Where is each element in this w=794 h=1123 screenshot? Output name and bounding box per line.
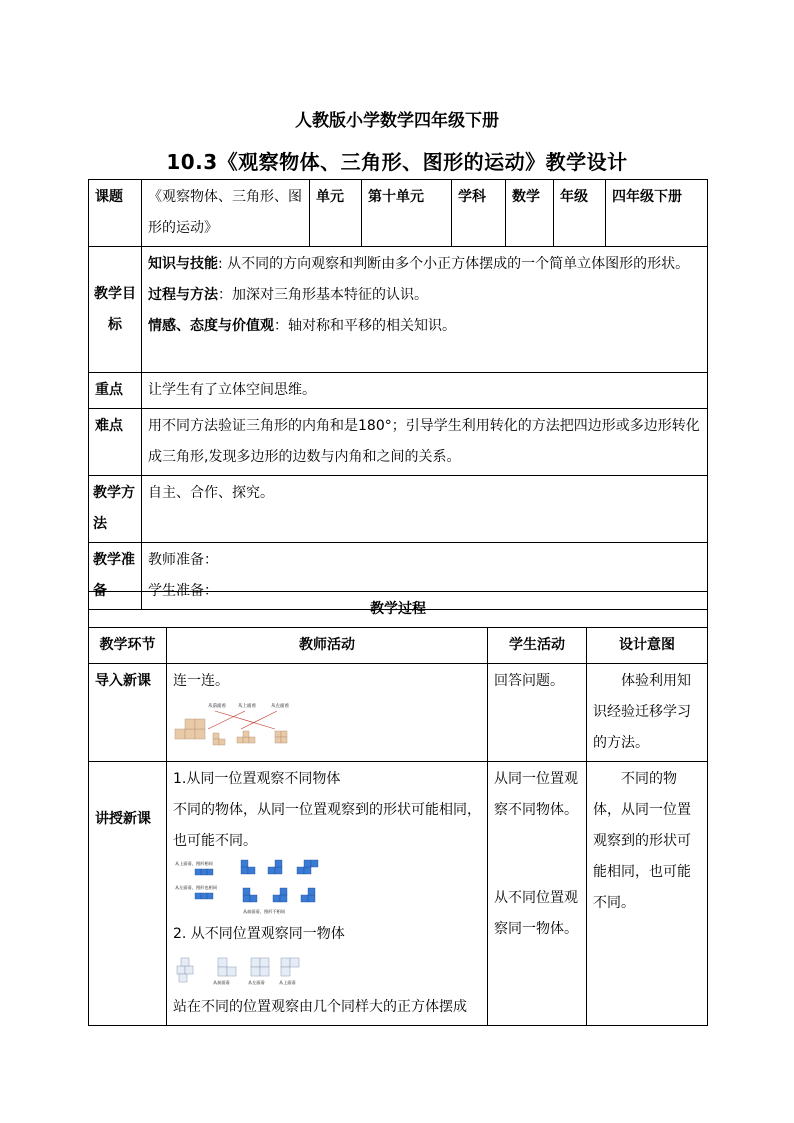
row2-t4: 站在不同的位置观察由几个同样大的正方体摆成 <box>173 999 467 1015</box>
prep-student: 学生准备： <box>148 583 218 599</box>
method-text: 自主、合作、探究。 <box>142 476 708 543</box>
fig1-label-b: 从左面看，图形也相同 <box>175 885 217 890</box>
row2-student <box>488 762 587 1026</box>
goal2-head: 过程与方法 <box>148 287 218 303</box>
goal2-text: ：加深对三角形基本特征的认识。 <box>218 287 428 303</box>
fig2-label-front: 从前面看 <box>213 980 230 985</box>
goal1-head: 知识与技能 <box>148 256 218 272</box>
unit-label: 单元 <box>310 180 362 247</box>
row2-teacher <box>167 762 488 1026</box>
row2-intent: 不同的物体，从同一位置观察到的形状可能相同，也可能不同。 <box>587 762 708 1026</box>
difficulty-label: 难点 <box>89 409 142 476</box>
key-text: 让学生有了立体空间思维。 <box>142 373 708 409</box>
process-table <box>88 591 708 1026</box>
grade-label: 年级 <box>554 180 606 247</box>
fig1-label-a: 从上面看，图形相同 <box>175 861 213 866</box>
row2-s2: 从不同位置观察同一物体。 <box>494 890 578 937</box>
cubes-figure <box>175 719 287 745</box>
header-teacher: 教师活动 <box>167 628 488 664</box>
row2-s1: 从同一位置观察不同物体。 <box>494 771 578 818</box>
goals-content <box>142 247 708 373</box>
fig2-label-left: 从左面看 <box>248 980 265 985</box>
row1-student: 回答问题。 <box>488 664 587 762</box>
doc-subtitle: 10.3《观察物体、三角形、图形的运动》教学设计 <box>166 150 628 174</box>
unit-value: 第十单元 <box>362 180 452 247</box>
diff-view-figure <box>173 952 303 988</box>
difficulty-text: 用不同方法验证三角形的内角和是180°；引导学生利用转化的方法把四边形或多边形转化成三角形,发现多边形的边数与内角和之间的关系。 <box>142 409 708 476</box>
prep-teacher: 教师准备： <box>148 552 218 568</box>
goals-label: 教学目标 <box>89 247 142 373</box>
goal1-text: : 从不同的方向观察和判断由多个小正方体摆成的一个简单立体图形的形状。 <box>218 256 690 272</box>
row2-t1: 1.从同一位置观察不同物体 <box>173 771 341 787</box>
row1-teacher <box>167 664 488 762</box>
header-stage: 教学环节 <box>89 628 167 664</box>
topic-label: 课题 <box>89 180 142 247</box>
fig1-label-c: 从前面看，图形不相同 <box>243 909 285 914</box>
blue-cubes <box>195 860 318 902</box>
connect-figure <box>173 699 303 749</box>
goal3-text: ：轴对称和平移的相关知识。 <box>274 318 456 334</box>
fig2-label-top: 从上面看 <box>279 980 296 985</box>
doc-title: 人教版小学数学四年级下册 <box>295 111 499 131</box>
fig-label-front: 从前面看 <box>208 704 226 709</box>
subject-label: 学科 <box>452 180 506 247</box>
goal3-head: 情感、态度与价值观 <box>148 318 274 334</box>
row2-stage: 讲授新课 <box>89 762 167 1026</box>
prep-label: 教学准备 <box>89 543 142 610</box>
row1-teacher-text: 连一连。 <box>173 673 229 689</box>
info-table <box>88 179 708 610</box>
grade-value: 四年级下册 <box>606 180 708 247</box>
topic-value: 《观察物体、三角形、图形的运动》 <box>142 180 310 247</box>
row1-stage: 导入新课 <box>89 664 167 762</box>
fig-label-left: 从左面看 <box>271 704 289 709</box>
row2-t3: 2. 从不同位置观察同一物体 <box>173 926 345 942</box>
row2-t2: 不同的物体，从同一位置观察到的形状可能相同，也可能不同。 <box>173 802 481 849</box>
gray-cubes <box>177 958 299 982</box>
header-student: 学生活动 <box>488 628 587 664</box>
fig-label-top: 从上面看 <box>238 704 256 709</box>
subject-value: 数学 <box>506 180 554 247</box>
key-label: 重点 <box>89 373 142 409</box>
same-view-figure <box>173 859 323 915</box>
process-title: 教学过程 <box>89 592 708 628</box>
method-label: 教学方法 <box>89 476 142 543</box>
header-intent: 设计意图 <box>587 628 708 664</box>
row1-intent: 体验利用知识经验迁移学习的方法。 <box>587 664 708 762</box>
